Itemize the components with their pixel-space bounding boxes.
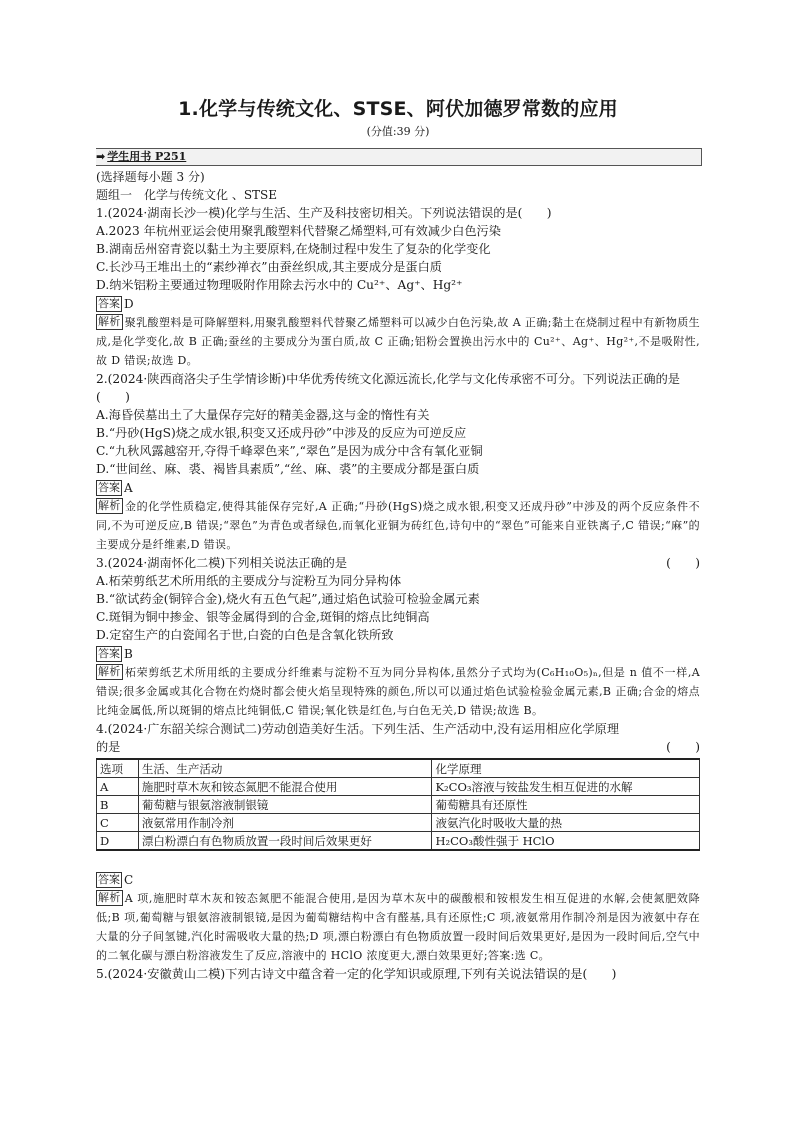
question-3-stem-text: 3.(2024·湖南怀化二模)下列相关说法正确的是 [96, 556, 348, 570]
table-row [97, 778, 700, 796]
answer-tag: 答案 [98, 873, 120, 886]
table-cell: 葡萄糖与银氨溶液制银镜 [138, 796, 432, 814]
question-3-option-d: D.定窑生产的白瓷闻名于世,白瓷的白色是含氧化铁所致 [96, 628, 394, 642]
question-2-option-c: C.“九秋风露越窑开,夺得千峰翠色来”,“翠色”是因为成分中含有氧化亚铜 [96, 444, 483, 458]
question-2-analysis [96, 497, 700, 554]
table-header-row [97, 759, 700, 778]
analysis-tag: 解析 [98, 891, 121, 904]
question-3-stem [96, 554, 700, 572]
question-3-option-b: B.“欲试药金(铜锌合金),烧火有五色气起”,通过焰色试验可检验金属元素 [96, 592, 480, 606]
analysis-text: 柘荣剪纸艺术所用纸的主要成分纤维素与淀粉不互为同分异构体,虽然分子式均为(C₆H₁₀O₅)ₙ,但是 n 值不一样,A 错误;很多金属或其化合物在灼烧时都会使火焰呈现特殊的颜色,所以可以通过焰色试验检验金属元素,B 正确;合金的熔点比纯金属低,所以斑铜的熔点比纯铜低,C 错误;氧化铁是红色,与白色无关,D 错误;故选 B。 [96, 666, 700, 717]
score-note: (分值:39 分) [366, 125, 430, 138]
table-row [97, 814, 700, 832]
table-cell: B [97, 796, 139, 814]
answer-value: A [124, 481, 133, 495]
question-2-stem: 2.(2024·陕西商洛尖子生学情诊断)中华优秀传统文化源远流长,化学与文化传承密不可分。下列说法正确的是( ) [96, 372, 680, 404]
table-cell: 液氨汽化时吸收大量的热 [432, 814, 700, 832]
analysis-tag: 解析 [98, 315, 121, 328]
question-4-stem-line-2 [96, 738, 700, 756]
question-2-answer [96, 479, 700, 497]
question-4-stem-text: 的是 [96, 740, 121, 754]
answer-blank: ( ) [666, 556, 700, 570]
answer-tag: 答案 [98, 481, 120, 494]
table-cell: 施肥时草木灰和铵态氮肥不能混合使用 [138, 778, 432, 796]
question-1-option-b: B.湖南岳州窑青瓷以黏土为主要原料,在烧制过程中发生了复杂的化学变化 [96, 242, 491, 256]
question-3-option-c: C.斑铜为铜中掺金、银等金属得到的合金,斑铜的熔点比纯铜高 [96, 610, 430, 624]
table-cell: C [97, 814, 139, 832]
book-reference: 学生用书 P251 [107, 150, 187, 163]
table-cell: 漂白粉漂白有色物质放置一段时间后效果更好 [138, 832, 432, 851]
table-cell: D [97, 832, 139, 851]
question-1-answer [96, 295, 700, 313]
table-header-cell: 化学原理 [432, 759, 700, 778]
table-row [97, 832, 700, 851]
question-2-option-a: A.海昏侯墓出土了大量保存完好的精美金器,这与金的惰性有关 [96, 408, 430, 422]
question-4-stem-line-1: 4.(2024·广东韶关综合测试二)劳动创造美好生活。下列生活、生产活动中,没有运用相应化学原理 [96, 722, 620, 736]
question-1-stem: 1.(2024·湖南长沙一模)化学与生活、生产及科技密切相关。下列说法错误的是( ) [96, 206, 552, 220]
analysis-tag: 解析 [98, 665, 121, 678]
table-cell: 液氨常用作制冷剂 [138, 814, 432, 832]
question-4-analysis [96, 889, 700, 965]
question-1-option-a: A.2023 年杭州亚运会使用聚乳酸塑料代替聚乙烯塑料,可有效减少白色污染 [96, 224, 501, 238]
choice-note: (选择题每小题 3 分) [96, 170, 205, 184]
question-4-options-table [96, 758, 700, 851]
question-2-option-d: D.“世间丝、麻、裘、褐皆具素质”,“丝、麻、裘”的主要成分都是蛋白质 [96, 462, 480, 476]
table-header-cell: 选项 [97, 759, 139, 778]
question-5-stem: 5.(2024·安徽黄山二模)下列古诗文中蕴含着一定的化学知识或原理,下列有关说法错误的是( ) [96, 967, 617, 981]
question-3-option-a: A.柘荣剪纸艺术所用纸的主要成分与淀粉互为同分异构体 [96, 574, 402, 588]
analysis-tag: 解析 [98, 499, 121, 512]
group-heading: 题组一 化学与传统文化 、STSE [96, 188, 278, 202]
table-header-cell: 生活、生产活动 [138, 759, 432, 778]
table-cell: K₂CO₃溶液与铵盐发生相互促进的水解 [432, 778, 700, 796]
question-2-option-b: B.“丹砂(HgS)烧之成水银,积变又还成丹砂”中涉及的反应为可逆反应 [96, 426, 467, 440]
question-1-option-c: C.长沙马王堆出土的“素纱禅衣”由蚕丝织成,其主要成分是蛋白质 [96, 260, 442, 274]
answer-value: B [124, 647, 133, 661]
table-cell: H₂CO₃酸性强于 HClO [432, 832, 700, 851]
book-reference-bar [96, 148, 702, 166]
question-3-analysis [96, 663, 700, 720]
table-row [97, 796, 700, 814]
analysis-text: 金的化学性质稳定,使得其能保存完好,A 正确;“丹砂(HgS)烧之成水银,积变又还成丹砂”中涉及的两个反应条件不同,不为可逆反应,B 错误;“翠色”为青色或者绿色,而氧化亚铜为砖红色,诗句中的“翠色”可能来自亚铁离子,C 错误;“麻”的主要成分是纤维素,D 错误。 [96, 500, 700, 551]
answer-tag: 答案 [98, 647, 120, 660]
question-1-analysis [96, 313, 700, 370]
question-4-answer [96, 871, 700, 889]
question-3-answer [96, 645, 700, 663]
answer-tag: 答案 [98, 297, 120, 310]
answer-value: D [124, 297, 134, 311]
page-title: 1.化学与传统文化、STSE、阿伏加德罗常数的应用 [178, 98, 618, 120]
table-cell: 葡萄糖具有还原性 [432, 796, 700, 814]
page-body [96, 94, 700, 983]
question-1-option-d: D.纳米铝粉主要通过物理吸附作用除去污水中的 Cu²⁺、Ag⁺、Hg²⁺ [96, 278, 463, 292]
table-cell: A [97, 778, 139, 796]
analysis-text: A 项,施肥时草木灰和铵态氮肥不能混合使用,是因为草木灰中的碳酸根和铵根发生相互促进的水解,会使氮肥效降低;B 项,葡萄糖与银氨溶液制银镜,是因为葡萄糖结构中含有醛基,具有还原性;C 项,液氨常用作制冷剂是因为液氨中存在大量的分子间氢键,汽化时需吸收大量的热;D 项,漂白粉漂白有色物质放置一段时间后效果更好,是因为一段时间后,空气中的二氧化碳与漂白粉溶液发生了反应,溶液中的 HClO 浓度更大,漂白效果更好;答案:选 C。 [96, 892, 700, 962]
answer-blank: ( ) [666, 740, 700, 754]
arrow-right-icon: ➡ [96, 150, 106, 163]
analysis-text: 聚乳酸塑料是可降解塑料,用聚乳酸塑料代替聚乙烯塑料可以减少白色污染,故 A 正确;黏土在烧制过程中有新物质生成,是化学变化,故 B 正确;蚕丝的主要成分为蛋白质,故 C 正确;铝粉会置换出污水中的 Cu²⁺、Ag⁺、Hg²⁺,不是吸附性,故 D 错误;故选 D。 [96, 316, 700, 367]
answer-value: C [124, 873, 134, 887]
